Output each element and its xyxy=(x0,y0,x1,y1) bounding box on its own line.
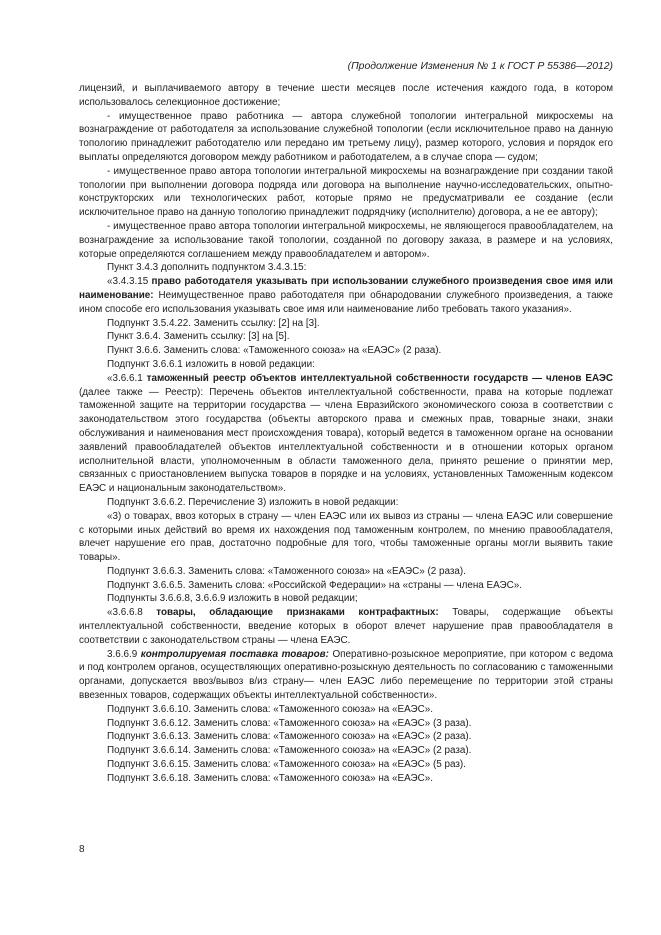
paragraph xyxy=(79,261,613,275)
paragraph-text: Подпункт 3.6.6.1 изложить в новой редакции: xyxy=(107,358,315,370)
paragraph-text: Подпункт 3.5.4.22. Заменить ссылку: [2] на [3]. xyxy=(107,317,320,329)
paragraph-text: - имущественное право автора топологии интегральной микросхемы на вознаграждение при создании такой топологии при выполнении договора подряда или договора на выполнение научно-исследовательских, опытно-конструкторских или технологических работ, которые прямо не предусматривали ее создание (если исключительное право на данную топологию принадлежит подрядчику (исполнителю) договора, а не ее автору); xyxy=(79,165,613,219)
paragraph xyxy=(79,592,613,606)
paragraph-text: 3.6.6.9 xyxy=(107,648,141,660)
paragraph xyxy=(79,703,613,717)
paragraph xyxy=(79,317,613,331)
paragraph xyxy=(79,730,613,744)
paragraph xyxy=(79,110,613,165)
paragraph-text: Подпункт 3.6.6.2. Перечисление 3) изложить в новой редакции: xyxy=(107,496,399,508)
term-definition: таможенный реестр объектов интеллектуальной собственности государств — членов ЕАЭС xyxy=(146,372,613,384)
paragraph xyxy=(79,358,613,372)
paragraph xyxy=(79,510,613,565)
paragraph-text: Подпункт 3.6.6.14. Заменить слова: «Таможенного союза» на «ЕАЭС» (2 раза). xyxy=(107,745,472,757)
paragraph-text: Пункт 3.4.3 дополнить подпунктом 3.4.3.15: xyxy=(107,262,307,274)
paragraph-text: Неимущественное право работодателя при обнародовании служебного произведения, а также ином способе его использования указывать свое имя или наименование либо требовать такого указания». xyxy=(79,289,613,315)
term-definition: контролируемая поставка товаров: xyxy=(140,648,329,660)
paragraph-text: «3) о товарах, ввоз которых в страну — член ЕАЭС или их вывоз из страны — члена ЕАЭС или совершение с которыми иных действий во время их нахождения под таможенным контролем, по мнению правообладателя, влечет нарушение его прав, достаточно подробные для того, чтобы таможенные органы могли выявить такие товары». xyxy=(79,510,613,564)
paragraph-text: Подпункт 3.6.6.18. Заменить слова: «Таможенного союза» на «ЕАЭС». xyxy=(107,772,433,784)
paragraph-text: Пункт 3.6.4. Заменить ссылку: [3] на [5]. xyxy=(107,331,290,343)
paragraph-text: Подпункт 3.6.6.5. Заменить слова: «Российской Федерации» на «страны — члена ЕАЭС». xyxy=(107,579,522,591)
page-number: 8 xyxy=(79,844,85,855)
paragraph-text: Подпункт 3.6.6.15. Заменить слова: «Таможенного союза» на «ЕАЭС» (5 раз). xyxy=(107,759,466,771)
paragraph xyxy=(79,496,613,510)
paragraph xyxy=(79,330,613,344)
paragraph-text: «3.6.6.1 xyxy=(107,372,147,384)
paragraph xyxy=(79,717,613,731)
paragraph-text: Товары, содержащие объекты интеллектуальной собственности, введение которых в оборот влечет нарушение прав правообладателя в соответствии с законодательством страны — члена ЕАЭС. xyxy=(79,607,613,646)
paragraph-text: - имущественное право работника — автора служебной топологии интегральной микросхемы на вознаграждение от работодателя за использование служебной топологии (если исключительное право на данную топологию принадлежит работодателю или передано им третьему лицу), размер которого, условия и порядок его выплаты определяются договором между работником и работодателем, а в случае спора — судом; xyxy=(79,110,613,163)
paragraph xyxy=(79,579,613,593)
paragraph-text: - имущественное право автора топологии интегральной микросхемы, не являющегося правообладателем, на вознаграждение за использование такой топологии, созданной по договору заказа, в размере и на условиях, которые определяются соглашением между правообладателем и автором». xyxy=(79,220,613,260)
paragraph xyxy=(79,82,613,110)
paragraph xyxy=(79,220,613,261)
paragraph xyxy=(79,744,613,758)
paragraph-text: Оперативно-розыскное мероприятие, при котором с ведома и под контролем органов, осуществляющих оперативно-розыскную деятельность по согласованию с таможенными органами, допускается ввоз/вывоз в/из страну— член ЕАЭС либо перемещение по территории этой страны ввезенных товаров, содержащих объекты интеллектуальной собственности». xyxy=(79,648,613,702)
paragraph xyxy=(79,165,613,220)
paragraph xyxy=(79,275,613,316)
paragraph-text: Подпункт 3.6.6.13. Заменить слова: «Таможенного союза» на «ЕАЭС» (2 раза). xyxy=(107,731,472,743)
paragraph-text: Пункт 3.6.6. Заменить слова: «Таможенного союза» на «ЕАЭС» (2 раза). xyxy=(107,345,442,357)
term-definition: товары, обладающие признаками контрафактных: xyxy=(156,607,439,619)
paragraph xyxy=(79,648,613,703)
paragraph-text: (далее также — Реестр): Перечень объектов интеллектуальной собственности, права на которые подлежат таможенной защите на территории государства — члена Евразийского экономического союза в соответствии с законодательством этого государства (объекты авторского права и смежных прав, товарные знаки, знаки обслуживания и наименования мест происхождения товара), который ведется в таможенном органе на основании заявлений правообладателей объектов интеллектуальной собственности и в отношении которых органом исполнительной власти, уполномоченным в области таможенного дела, принято решение о принятии мер, связанных с приостановлением выпуска товаров в порядке и на условиях, установленных Таможенным кодексом ЕАЭС и национальным законодательством». xyxy=(79,386,613,495)
paragraph xyxy=(79,758,613,772)
paragraph-text: «3.6.6.8 xyxy=(107,607,157,619)
page-header: (Продолжение Изменения № 1 к ГОСТ Р 55386—2012) xyxy=(347,61,613,72)
paragraph-text: лицензий, и выплачиваемого автору в течение шести месяцев после истечения каждого года, в котором использовалось селекционное достижение; xyxy=(79,83,613,108)
document-body xyxy=(79,82,613,786)
paragraph xyxy=(79,772,613,786)
paragraph xyxy=(79,606,613,647)
paragraph-text: Подпункт 3.6.6.10. Заменить слова: «Таможенного союза» на «ЕАЭС». xyxy=(107,703,433,715)
paragraph xyxy=(79,344,613,358)
paragraph xyxy=(79,565,613,579)
paragraph xyxy=(79,372,613,496)
paragraph-text: Подпункт 3.6.6.3. Заменить слова: «Таможенного союза» на «ЕАЭС» (2 раза). xyxy=(107,565,466,577)
paragraph-text: «3.4.3.15 xyxy=(107,276,152,288)
paragraph-text: Подпункт 3.6.6.12. Заменить слова: «Таможенного союза» на «ЕАЭС» (3 раза). xyxy=(107,717,472,729)
term-definition: право работодателя указывать при использовании служебного произведения свое имя или наименование: xyxy=(79,276,613,301)
paragraph-text: Подпункты 3.6.6.8, 3.6.6.9 изложить в новой редакции; xyxy=(107,593,358,605)
